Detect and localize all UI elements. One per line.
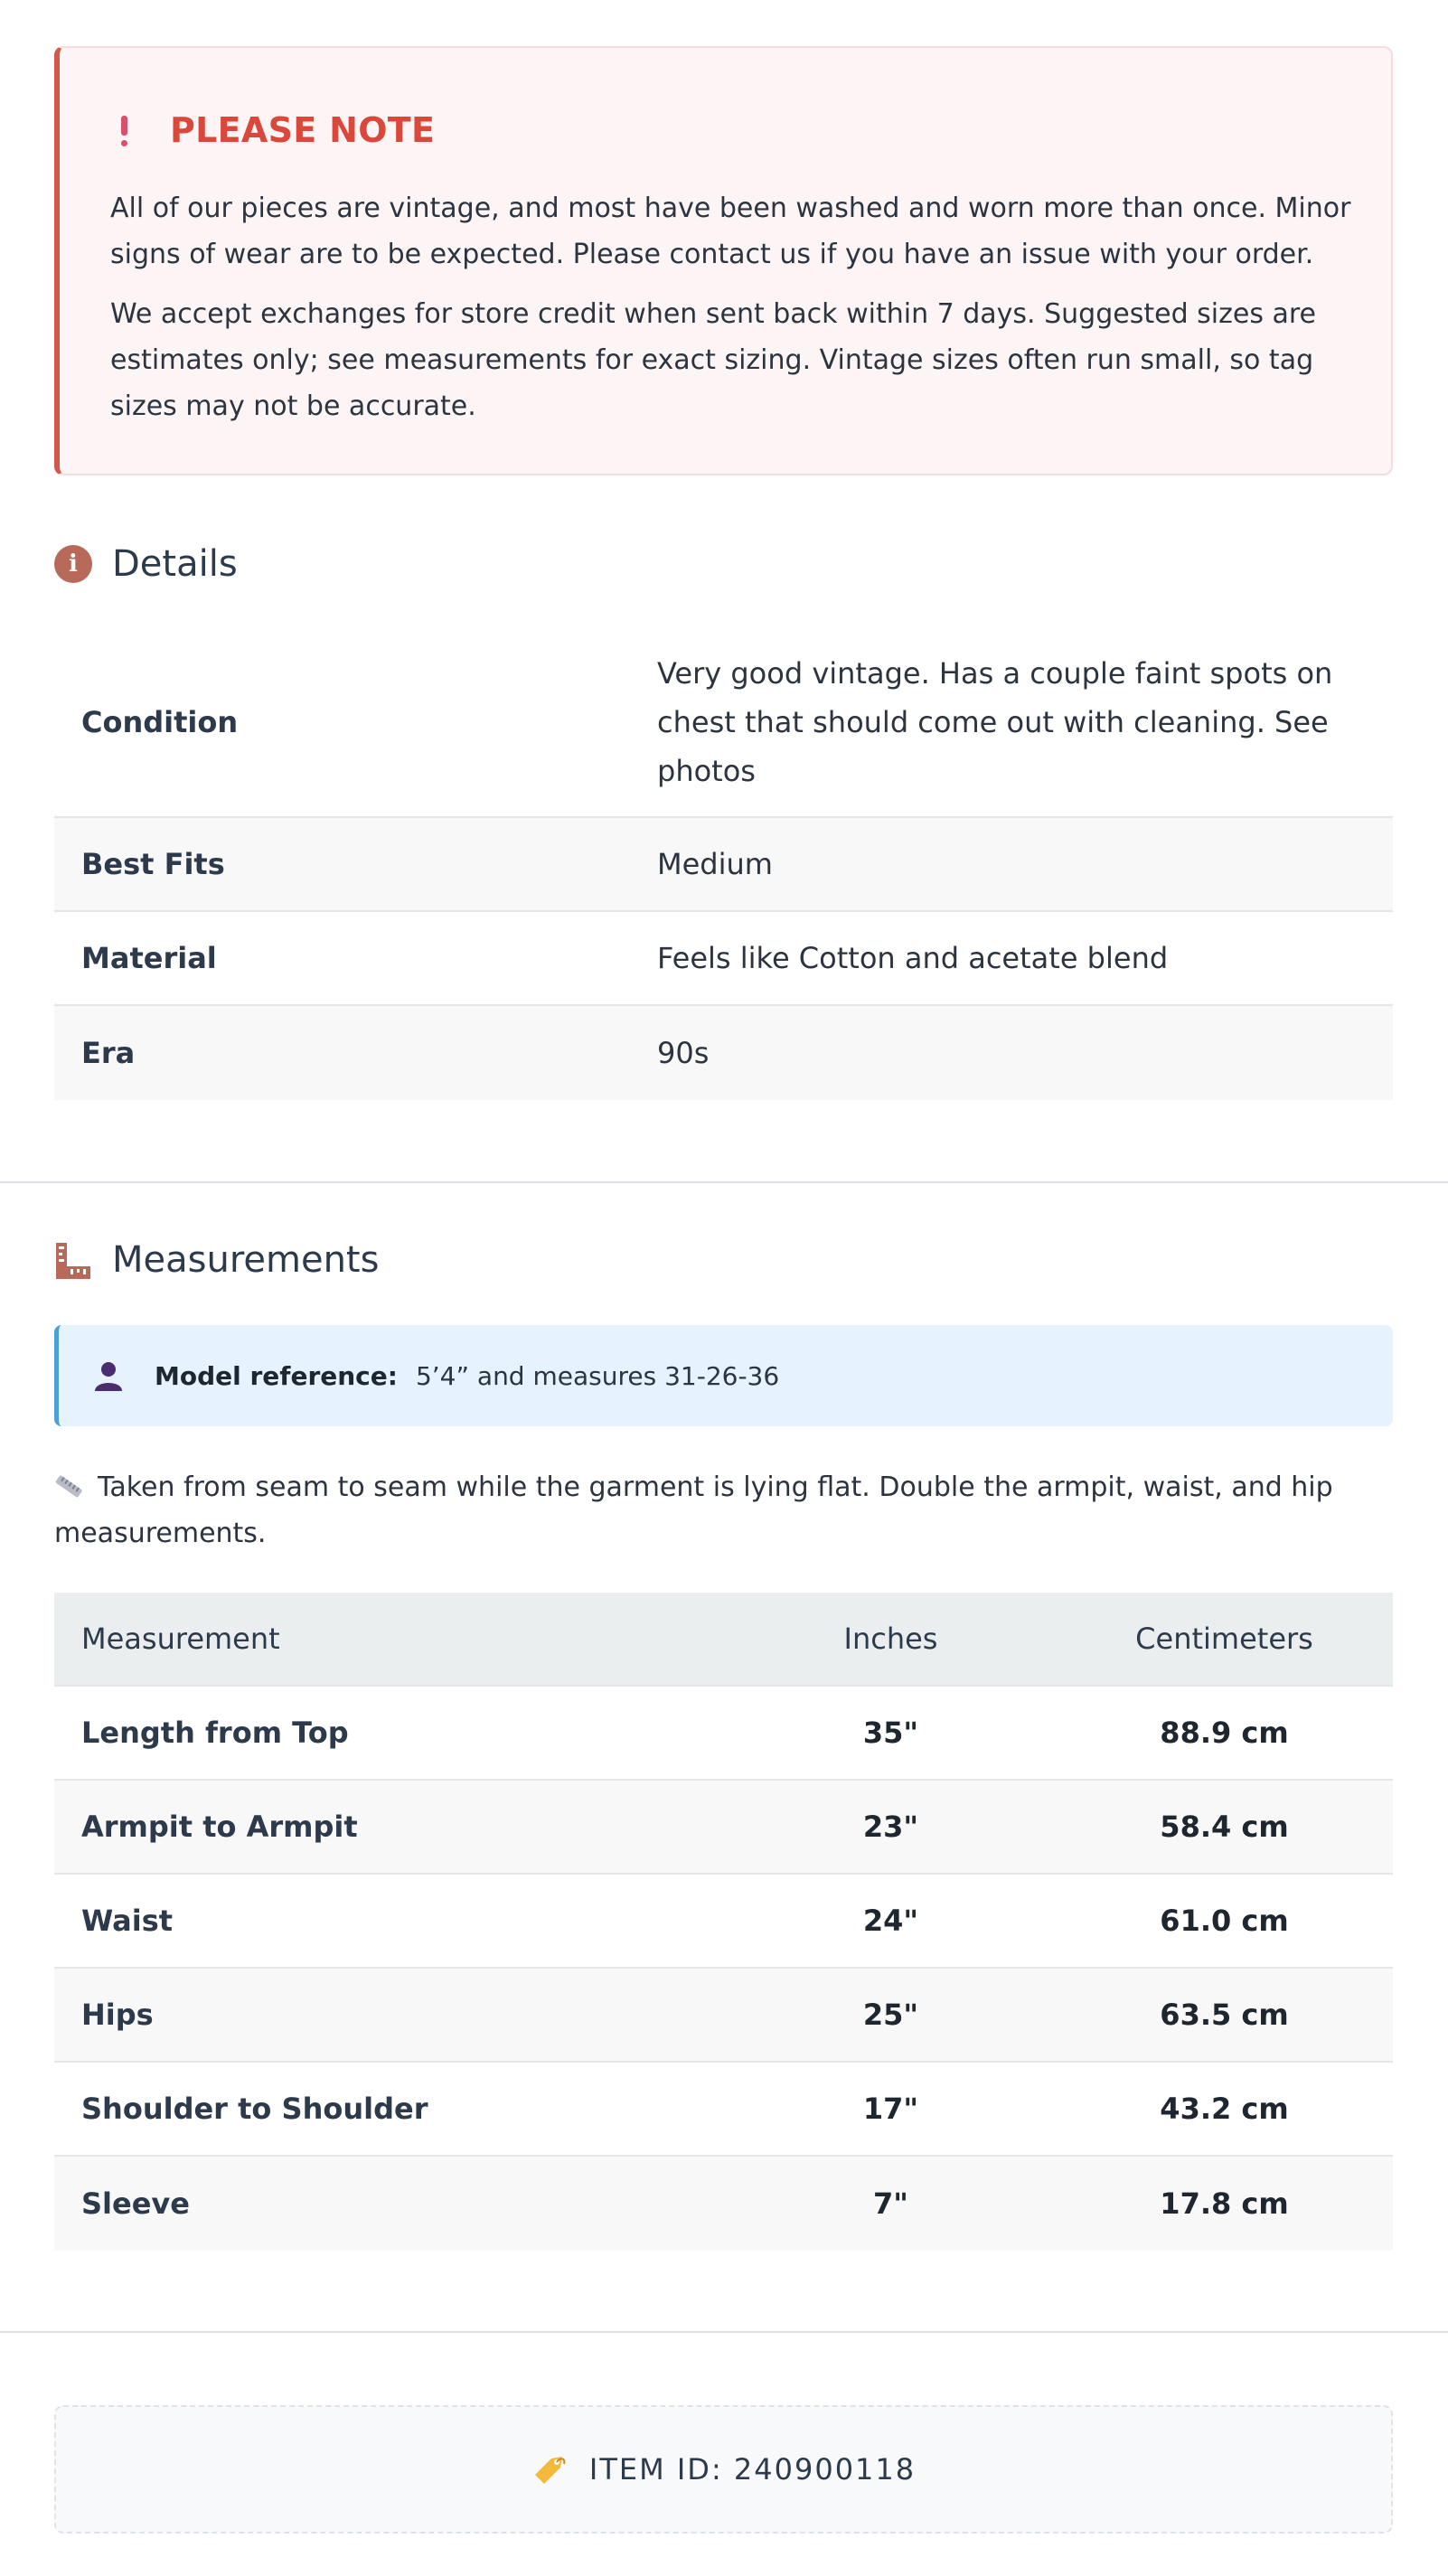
- notice-header: [116, 106, 435, 155]
- table-row: [54, 1781, 1393, 1875]
- notice-paragraph: All of our pieces are vintage, and most have been washed and worn more than once. Minor signs of wear are to be expected. Please contact us if you have an issue with your order.: [110, 193, 1351, 270]
- table-row: [54, 1969, 1393, 2063]
- table-header-row: [54, 1593, 1393, 1687]
- measurement-inches: 25": [862, 1998, 919, 2032]
- measurements-heading: [54, 1239, 379, 1281]
- pencil-icon: [54, 1475, 85, 1499]
- details-label: Material: [81, 941, 217, 975]
- header-centimeters: Centimeters: [1135, 1622, 1313, 1656]
- item-id-box: [54, 2405, 1393, 2534]
- measurement-inches: 24": [862, 1904, 919, 1938]
- table-row: [54, 1875, 1393, 1969]
- measurement-cm: 43.2 cm: [1160, 2092, 1289, 2126]
- details-row: [54, 1006, 1393, 1100]
- table-row: [54, 2157, 1393, 2251]
- details-value: Very good vintage. Has a couple faint spots on chest that should come out with cleaning. See photos: [657, 655, 1333, 788]
- section-divider: [0, 1181, 1448, 1183]
- details-label: Condition: [81, 704, 239, 739]
- notice-paragraph: We accept exchanges for store credit when sent back within 7 days. Suggested sizes are estimates only; see measurements for exact sizing. Vintage sizes often run small, so tag sizes may not be accurate.: [110, 298, 1317, 422]
- measurement-name: Hips: [81, 1998, 154, 2032]
- item-id-text: ITEM ID: 240900118: [588, 2452, 917, 2487]
- details-row: [54, 912, 1393, 1006]
- tag-icon: [531, 2451, 568, 2487]
- details-row: [54, 818, 1393, 912]
- info-icon: i: [54, 545, 92, 583]
- measurement-inches: 23": [862, 1810, 919, 1844]
- header-inches: Inches: [843, 1622, 938, 1656]
- measurement-name: Waist: [81, 1904, 174, 1938]
- header-measurement: Measurement: [81, 1622, 280, 1656]
- person-icon: [93, 1360, 124, 1391]
- measurement-note-text: Taken from seam to seam while the garment is lying flat. Double the armpit, waist, and hip measurements.: [54, 1471, 1333, 1549]
- model-reference-label: Model reference:: [155, 1360, 398, 1391]
- measurement-cm: 17.8 cm: [1160, 2186, 1289, 2221]
- measurement-cm: 63.5 cm: [1160, 1998, 1289, 2032]
- measurement-name: Armpit to Armpit: [81, 1810, 358, 1844]
- measurements-title: Measurements: [112, 1239, 380, 1281]
- details-row: [54, 627, 1393, 818]
- details-title: Details: [112, 543, 238, 585]
- details-value: Feels like Cotton and acetate blend: [657, 941, 1169, 975]
- table-row: [54, 1687, 1393, 1781]
- details-label: Best Fits: [81, 847, 225, 881]
- measurement-name: Shoulder to Shoulder: [81, 2092, 428, 2126]
- measurement-inches: 35": [862, 1716, 919, 1750]
- measurement-name: Length from Top: [81, 1716, 349, 1750]
- ruler-icon: [54, 1241, 92, 1279]
- section-divider: [0, 2331, 1448, 2333]
- exclamation-icon: [116, 112, 134, 148]
- model-reference-value: 5’4” and measures 31-26-36: [415, 1360, 780, 1391]
- table-row: [54, 2063, 1393, 2157]
- measurement-note: [54, 1464, 1374, 1556]
- details-label: Era: [81, 1036, 136, 1070]
- notice-box: [54, 46, 1393, 475]
- notice-title: PLEASE NOTE: [170, 110, 436, 150]
- measurements-table: [54, 1593, 1393, 2251]
- details-value: 90s: [657, 1036, 710, 1070]
- measurement-name: Sleeve: [81, 2186, 190, 2221]
- model-reference-box: [54, 1325, 1393, 1426]
- details-heading: [54, 543, 238, 585]
- measurement-cm: 61.0 cm: [1160, 1904, 1289, 1938]
- details-value: Medium: [657, 847, 773, 881]
- details-table: [54, 627, 1393, 1100]
- measurement-cm: 88.9 cm: [1160, 1716, 1289, 1750]
- measurement-cm: 58.4 cm: [1160, 1810, 1289, 1844]
- measurement-inches: 7": [873, 2186, 908, 2221]
- measurement-inches: 17": [862, 2092, 919, 2126]
